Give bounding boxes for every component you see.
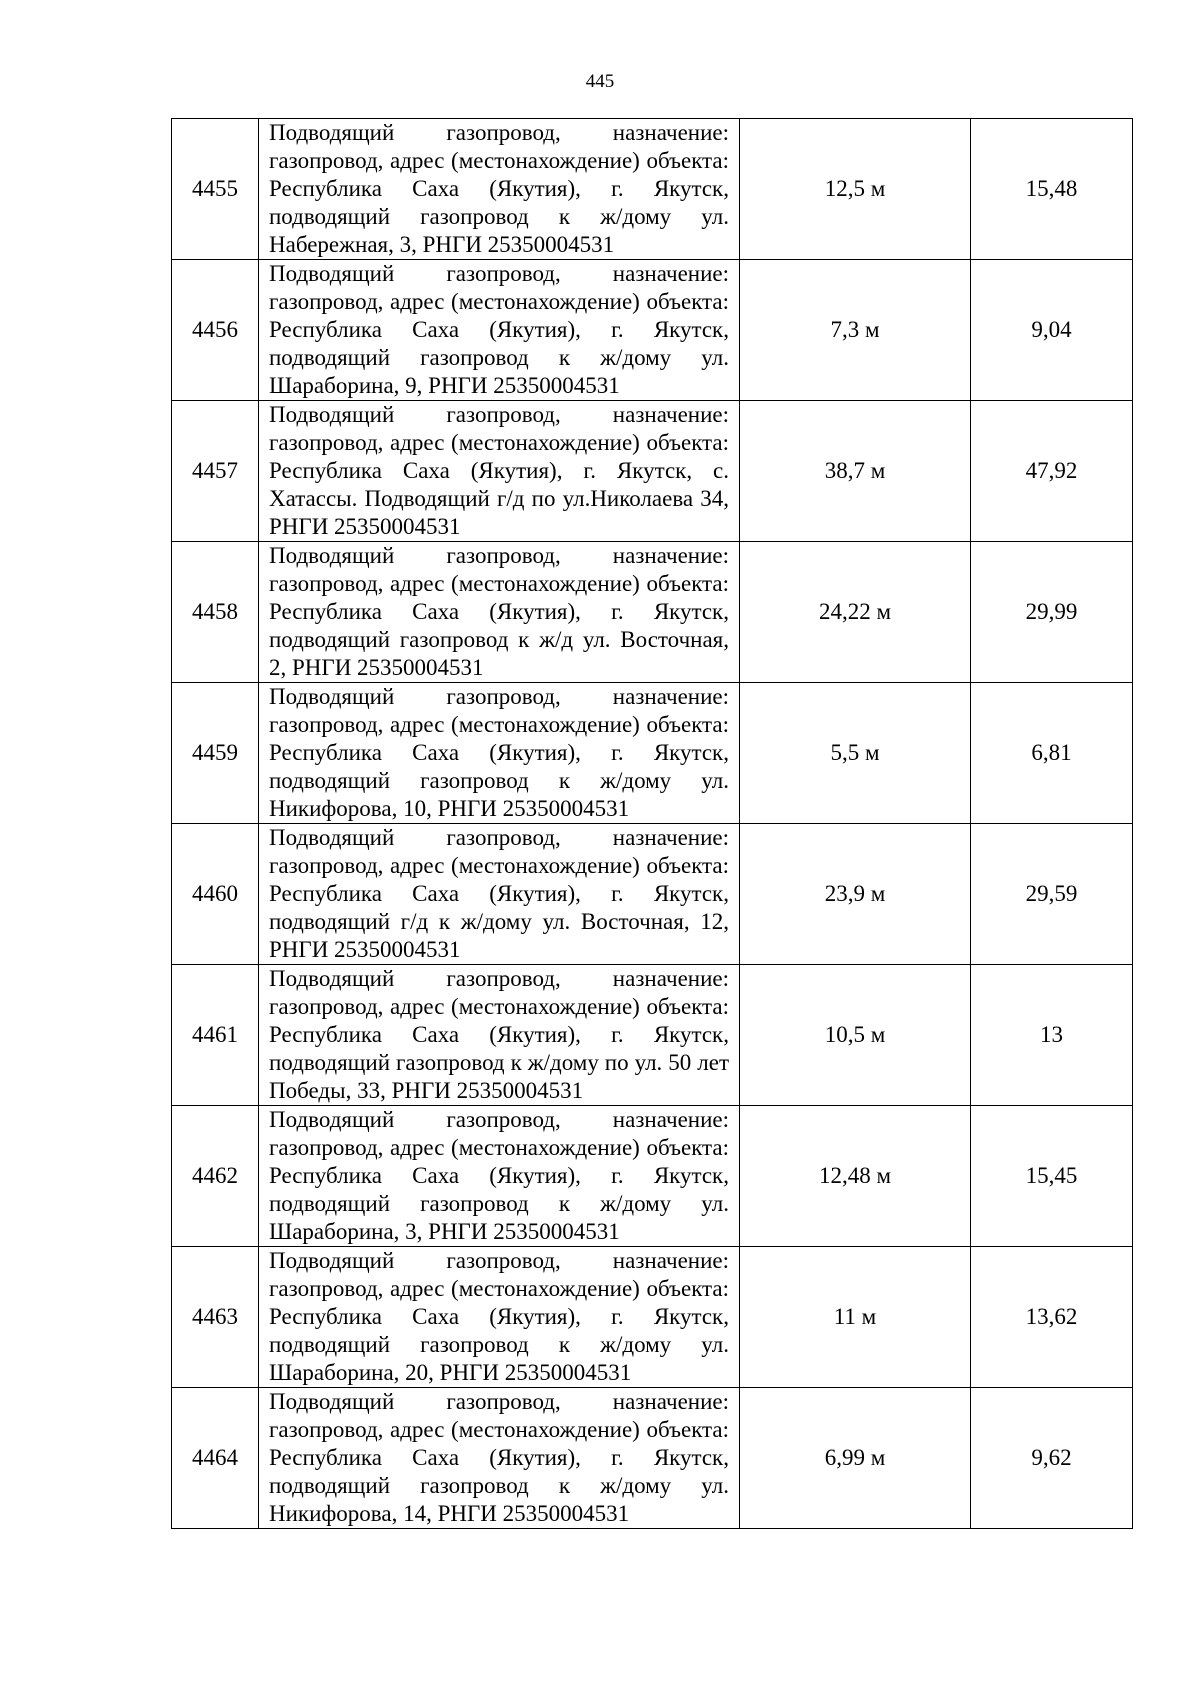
table-row <box>172 1247 1133 1388</box>
row-description: Подводящий газопровод, назначение: газопровод, адрес (местонахождение) объекта: Республика Саха (Якутия), г. Якутск, подводящий газопровод к ж/дому по ул. 50 лет Победы, 33, РНГИ 25350004531 <box>259 965 740 1106</box>
row-number: 4455 <box>172 119 259 260</box>
row-length: 11 м <box>740 1247 971 1388</box>
table-row <box>172 119 1133 260</box>
row-value: 15,45 <box>971 1106 1133 1247</box>
row-value: 9,62 <box>971 1388 1133 1529</box>
row-value: 13 <box>971 965 1133 1106</box>
row-description: Подводящий газопровод, назначение: газопровод, адрес (местонахождение) объекта: Республика Саха (Якутия), г. Якутск, подводящий газопровод к ж/дому ул. Шараборина, 9, РНГИ 25350004531 <box>259 260 740 401</box>
page-number: 445 <box>585 71 615 92</box>
row-length: 23,9 м <box>740 824 971 965</box>
row-description: Подводящий газопровод, назначение: газопровод, адрес (местонахождение) объекта: Республика Саха (Якутия), г. Якутск, подводящий г/д к ж/дому ул. Восточная, 12, РНГИ 25350004531 <box>259 824 740 965</box>
row-number: 4456 <box>172 260 259 401</box>
row-length: 24,22 м <box>740 542 971 683</box>
row-description: Подводящий газопровод, назначение: газопровод, адрес (местонахождение) объекта: Республика Саха (Якутия), г. Якутск, подводящий газопровод к ж/дому ул. Шараборина, 3, РНГИ 25350004531 <box>259 1106 740 1247</box>
row-length: 7,3 м <box>740 260 971 401</box>
row-value: 9,04 <box>971 260 1133 401</box>
table-row <box>172 1106 1133 1247</box>
row-length: 12,5 м <box>740 119 971 260</box>
row-number: 4462 <box>172 1106 259 1247</box>
row-length: 10,5 м <box>740 965 971 1106</box>
table-row <box>172 683 1133 824</box>
row-value: 29,59 <box>971 824 1133 965</box>
row-number: 4458 <box>172 542 259 683</box>
table-row <box>172 542 1133 683</box>
row-description: Подводящий газопровод, назначение: газопровод, адрес (местонахождение) объекта: Республика Саха (Якутия), г. Якутск, подводящий газопровод к ж/дому ул. Набережная, 3, РНГИ 25350004531 <box>259 119 740 260</box>
row-value: 47,92 <box>971 401 1133 542</box>
table-row <box>172 401 1133 542</box>
row-number: 4463 <box>172 1247 259 1388</box>
row-number: 4457 <box>172 401 259 542</box>
row-description: Подводящий газопровод, назначение: газопровод, адрес (местонахождение) объекта: Республика Саха (Якутия), г. Якутск, подводящий газопровод к ж/д ул. Восточная, 2, РНГИ 25350004531 <box>259 542 740 683</box>
row-number: 4461 <box>172 965 259 1106</box>
row-length: 6,99 м <box>740 1388 971 1529</box>
property-registry-table <box>171 118 1133 1529</box>
row-description: Подводящий газопровод, назначение: газопровод, адрес (местонахождение) объекта: Республика Саха (Якутия), г. Якутск, с. Хатассы. Подводящий г/д по ул.Николаева 34, РНГИ 25350004531 <box>259 401 740 542</box>
table-row <box>172 824 1133 965</box>
row-value: 29,99 <box>971 542 1133 683</box>
table-row <box>172 260 1133 401</box>
row-value: 13,62 <box>971 1247 1133 1388</box>
row-description: Подводящий газопровод, назначение: газопровод, адрес (местонахождение) объекта: Республика Саха (Якутия), г. Якутск, подводящий газопровод к ж/дому ул. Шараборина, 20, РНГИ 25350004531 <box>259 1247 740 1388</box>
table-row <box>172 965 1133 1106</box>
row-length: 12,48 м <box>740 1106 971 1247</box>
row-number: 4464 <box>172 1388 259 1529</box>
row-number: 4460 <box>172 824 259 965</box>
row-description: Подводящий газопровод, назначение: газопровод, адрес (местонахождение) объекта: Республика Саха (Якутия), г. Якутск, подводящий газопровод к ж/дому ул. Никифорова, 14, РНГИ 25350004531 <box>259 1388 740 1529</box>
row-number: 4459 <box>172 683 259 824</box>
row-length: 38,7 м <box>740 401 971 542</box>
row-length: 5,5 м <box>740 683 971 824</box>
row-description: Подводящий газопровод, назначение: газопровод, адрес (местонахождение) объекта: Республика Саха (Якутия), г. Якутск, подводящий газопровод к ж/дому ул. Никифорова, 10, РНГИ 25350004531 <box>259 683 740 824</box>
row-value: 6,81 <box>971 683 1133 824</box>
row-value: 15,48 <box>971 119 1133 260</box>
table-row <box>172 1388 1133 1529</box>
